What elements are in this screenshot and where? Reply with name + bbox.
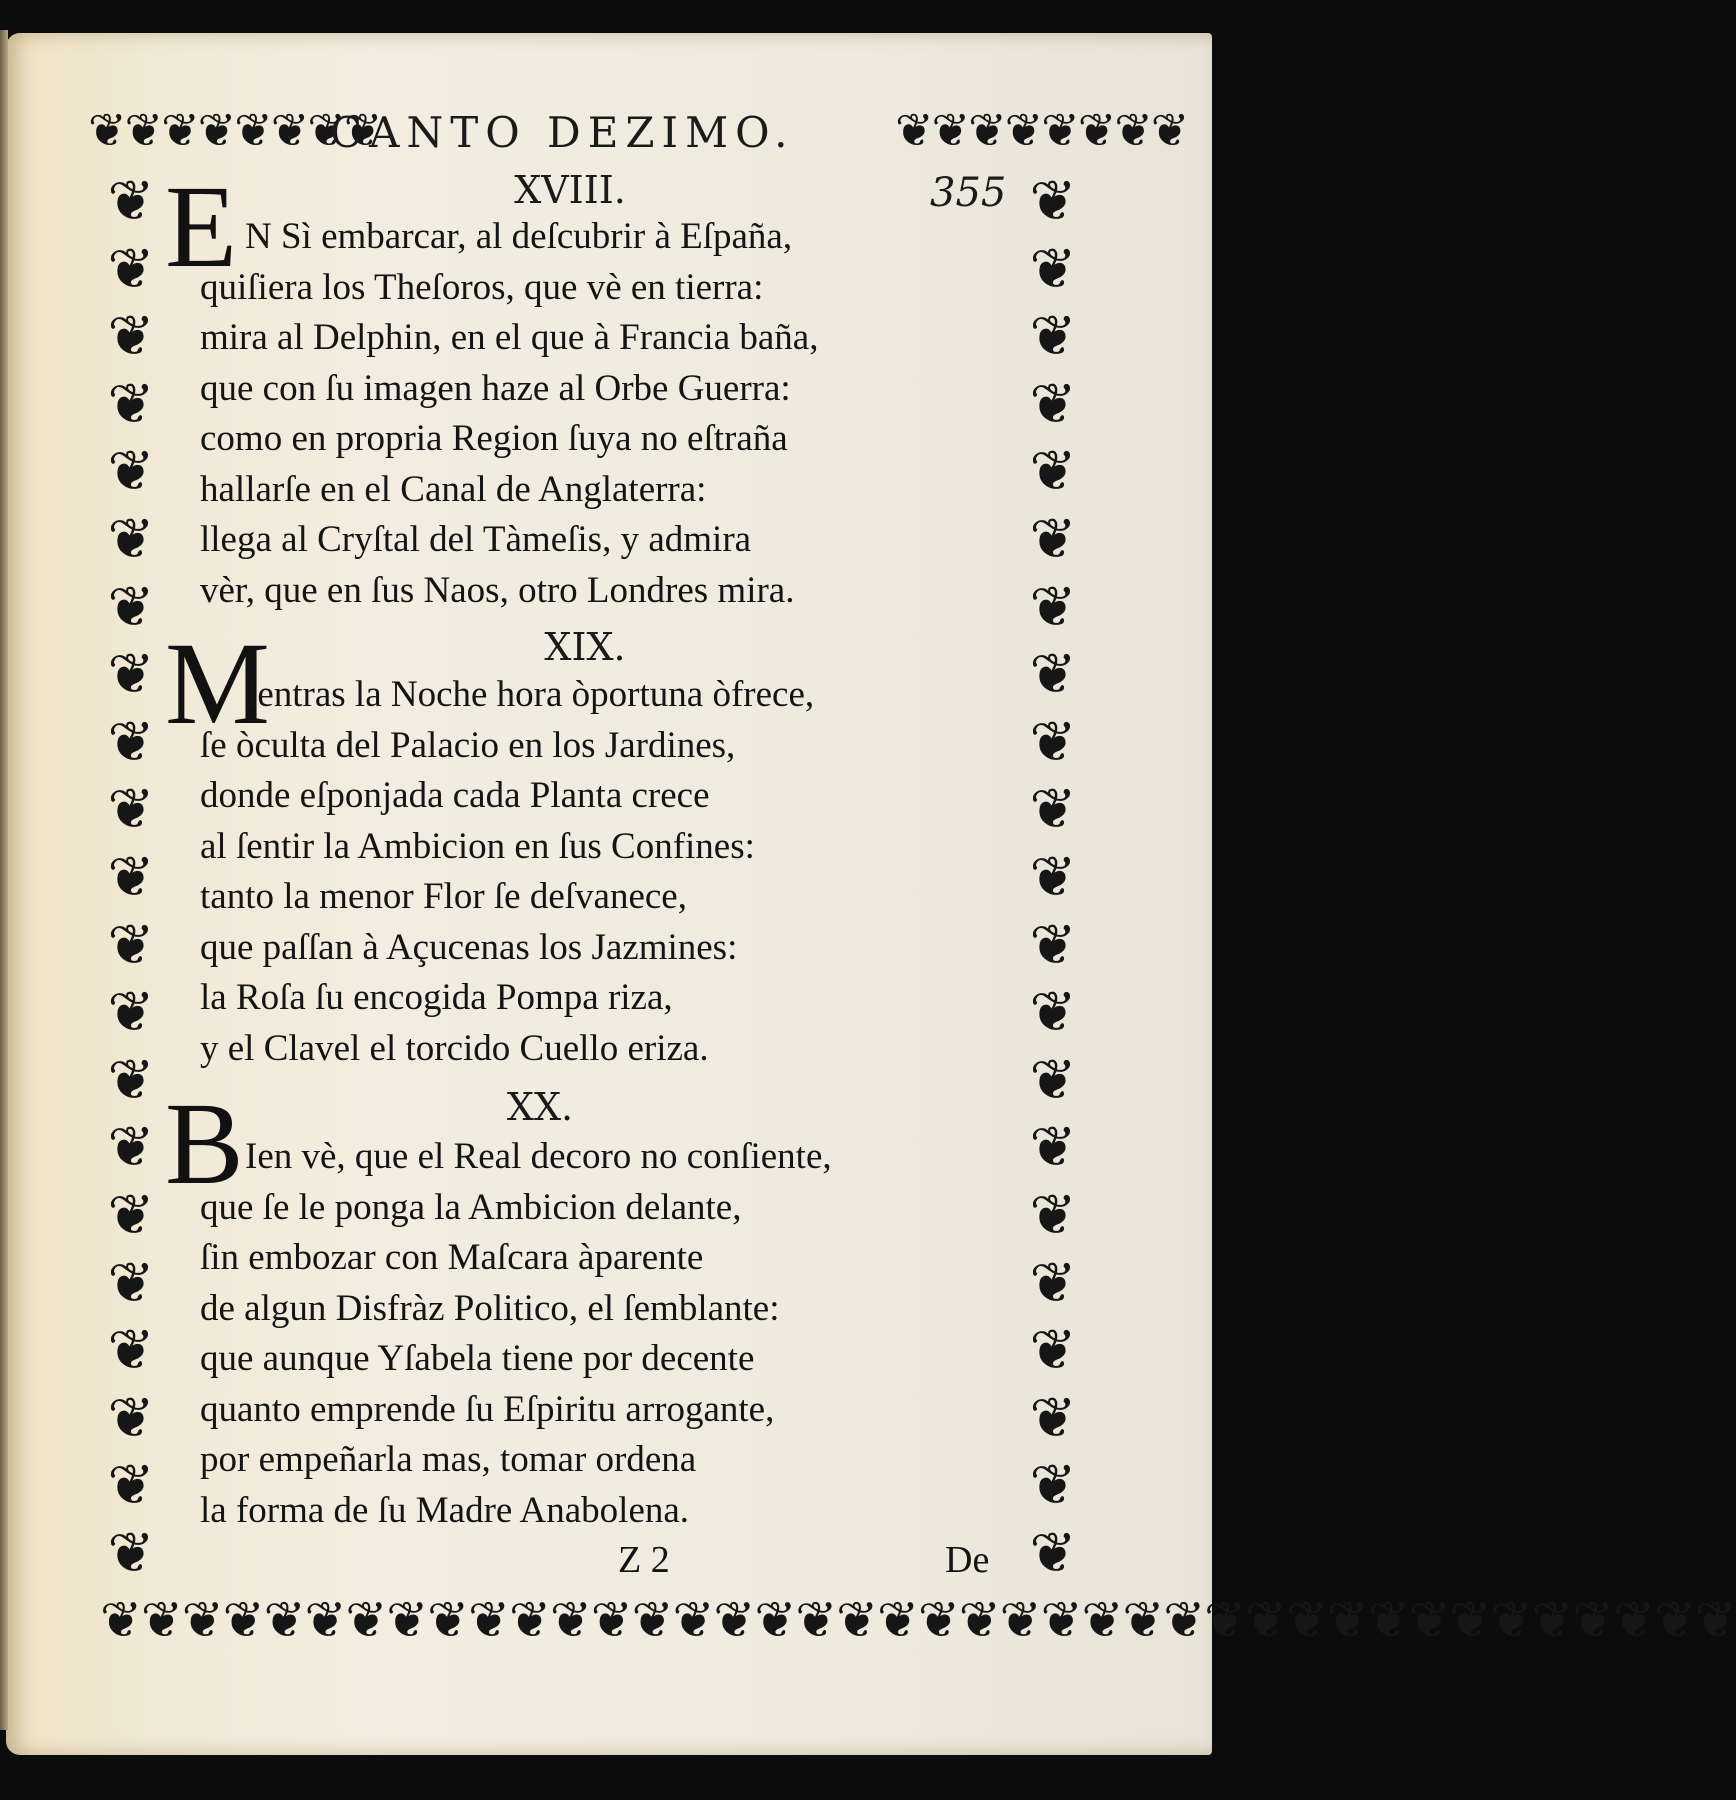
verse-line: llega al Cryſtal del Tàmeſis, y admira — [200, 519, 752, 560]
verse-line: que paſſan à Açucenas los Jazmines: — [200, 926, 738, 968]
verse-line: la Roſa ſu encogida Pompa riza, — [200, 977, 673, 1018]
verse-line: ſe òculta del Palacio en los Jardines, — [200, 724, 736, 766]
verse-line: que ſe le ponga la Ambicion delante, — [200, 1186, 742, 1228]
ornament-border-top-left: ❦❦❦❦❦❦❦❦ — [88, 103, 381, 157]
verse-line: tanto la menor Flor ſe deſvanece, — [200, 876, 687, 917]
verse-line: mira al Delphin, en el que à Francia baña, — [200, 317, 819, 358]
verse-line: al ſentir la Ambicion en ſus Confines: — [200, 825, 755, 867]
verse-line: ſin embozar con Maſcara àparente — [200, 1237, 704, 1278]
verse-line: que aunque Yſabela tiene por decente — [200, 1338, 755, 1379]
drop-cap-initial: M — [165, 618, 270, 749]
ornament-border-bottom: ❦❦❦❦❦❦❦❦❦❦❦❦❦❦❦❦❦❦❦❦❦❦❦❦❦❦❦❦❦❦❦❦❦❦❦❦❦❦❦❦ — [100, 1591, 1736, 1649]
ornament-border-right: ❦❦❦❦❦❦❦❦❦❦❦❦❦❦❦❦❦❦❦❦❦ — [1029, 169, 1077, 1586]
catchword: De — [945, 1539, 990, 1581]
verse-line: la forma de ſu Madre Anabolena. — [200, 1489, 690, 1531]
verse-line: vèr, que en ſus Naos, otro Londres mira. — [200, 569, 795, 611]
stanza-number: XIX. — [544, 625, 626, 669]
verse-line: y el Clavel el torcido Cuello eriza. — [200, 1027, 709, 1069]
stanza-number: XVIII. — [514, 168, 626, 212]
signature-mark: Z 2 — [618, 1539, 670, 1581]
verse-line: por empeñarla mas, tomar ordena — [200, 1439, 697, 1480]
verse-line: N Sì embarcar, al deſcubrir à Eſpaña, — [245, 216, 793, 257]
verse-line: donde eſponjada cada Planta crece — [200, 775, 710, 816]
verse-line: de algun Disfràz Politico, el ſemblante: — [200, 1287, 780, 1329]
drop-cap-initial: B — [165, 1078, 244, 1209]
ornament-border-top-right: ❦❦❦❦❦❦❦❦ — [895, 103, 1188, 157]
book-spine — [0, 30, 8, 1730]
stanza-verses — [200, 212, 1000, 616]
verse-line: Ientras la Noche hora òportuna òfrece, — [245, 674, 815, 715]
verse-line: como en propria Region ſuya no eſtraña — [200, 418, 788, 459]
drop-cap-initial: E — [165, 161, 238, 292]
verse-line: que con ſu imagen haze al Orbe Guerra: — [200, 367, 791, 409]
verse-line: quanto emprende ſu Eſpiritu arrogante, — [200, 1388, 775, 1430]
ornament-border-left: ❦❦❦❦❦❦❦❦❦❦❦❦❦❦❦❦❦❦❦❦❦ — [107, 169, 155, 1586]
stanza-number: XX. — [506, 1085, 574, 1129]
verse-line: quiſiera los Theſoros, que vè en tierra: — [200, 266, 764, 308]
page-number: 355 — [930, 170, 1007, 216]
verse-line: hallarſe en el Canal de Anglaterra: — [200, 468, 707, 510]
stanza-verses — [200, 1132, 1000, 1536]
verse-line: Ien vè, que el Real decoro no conſiente, — [245, 1136, 832, 1177]
stanza-verses — [200, 670, 1000, 1074]
running-head: CANTO DEZIMO. — [330, 108, 795, 157]
